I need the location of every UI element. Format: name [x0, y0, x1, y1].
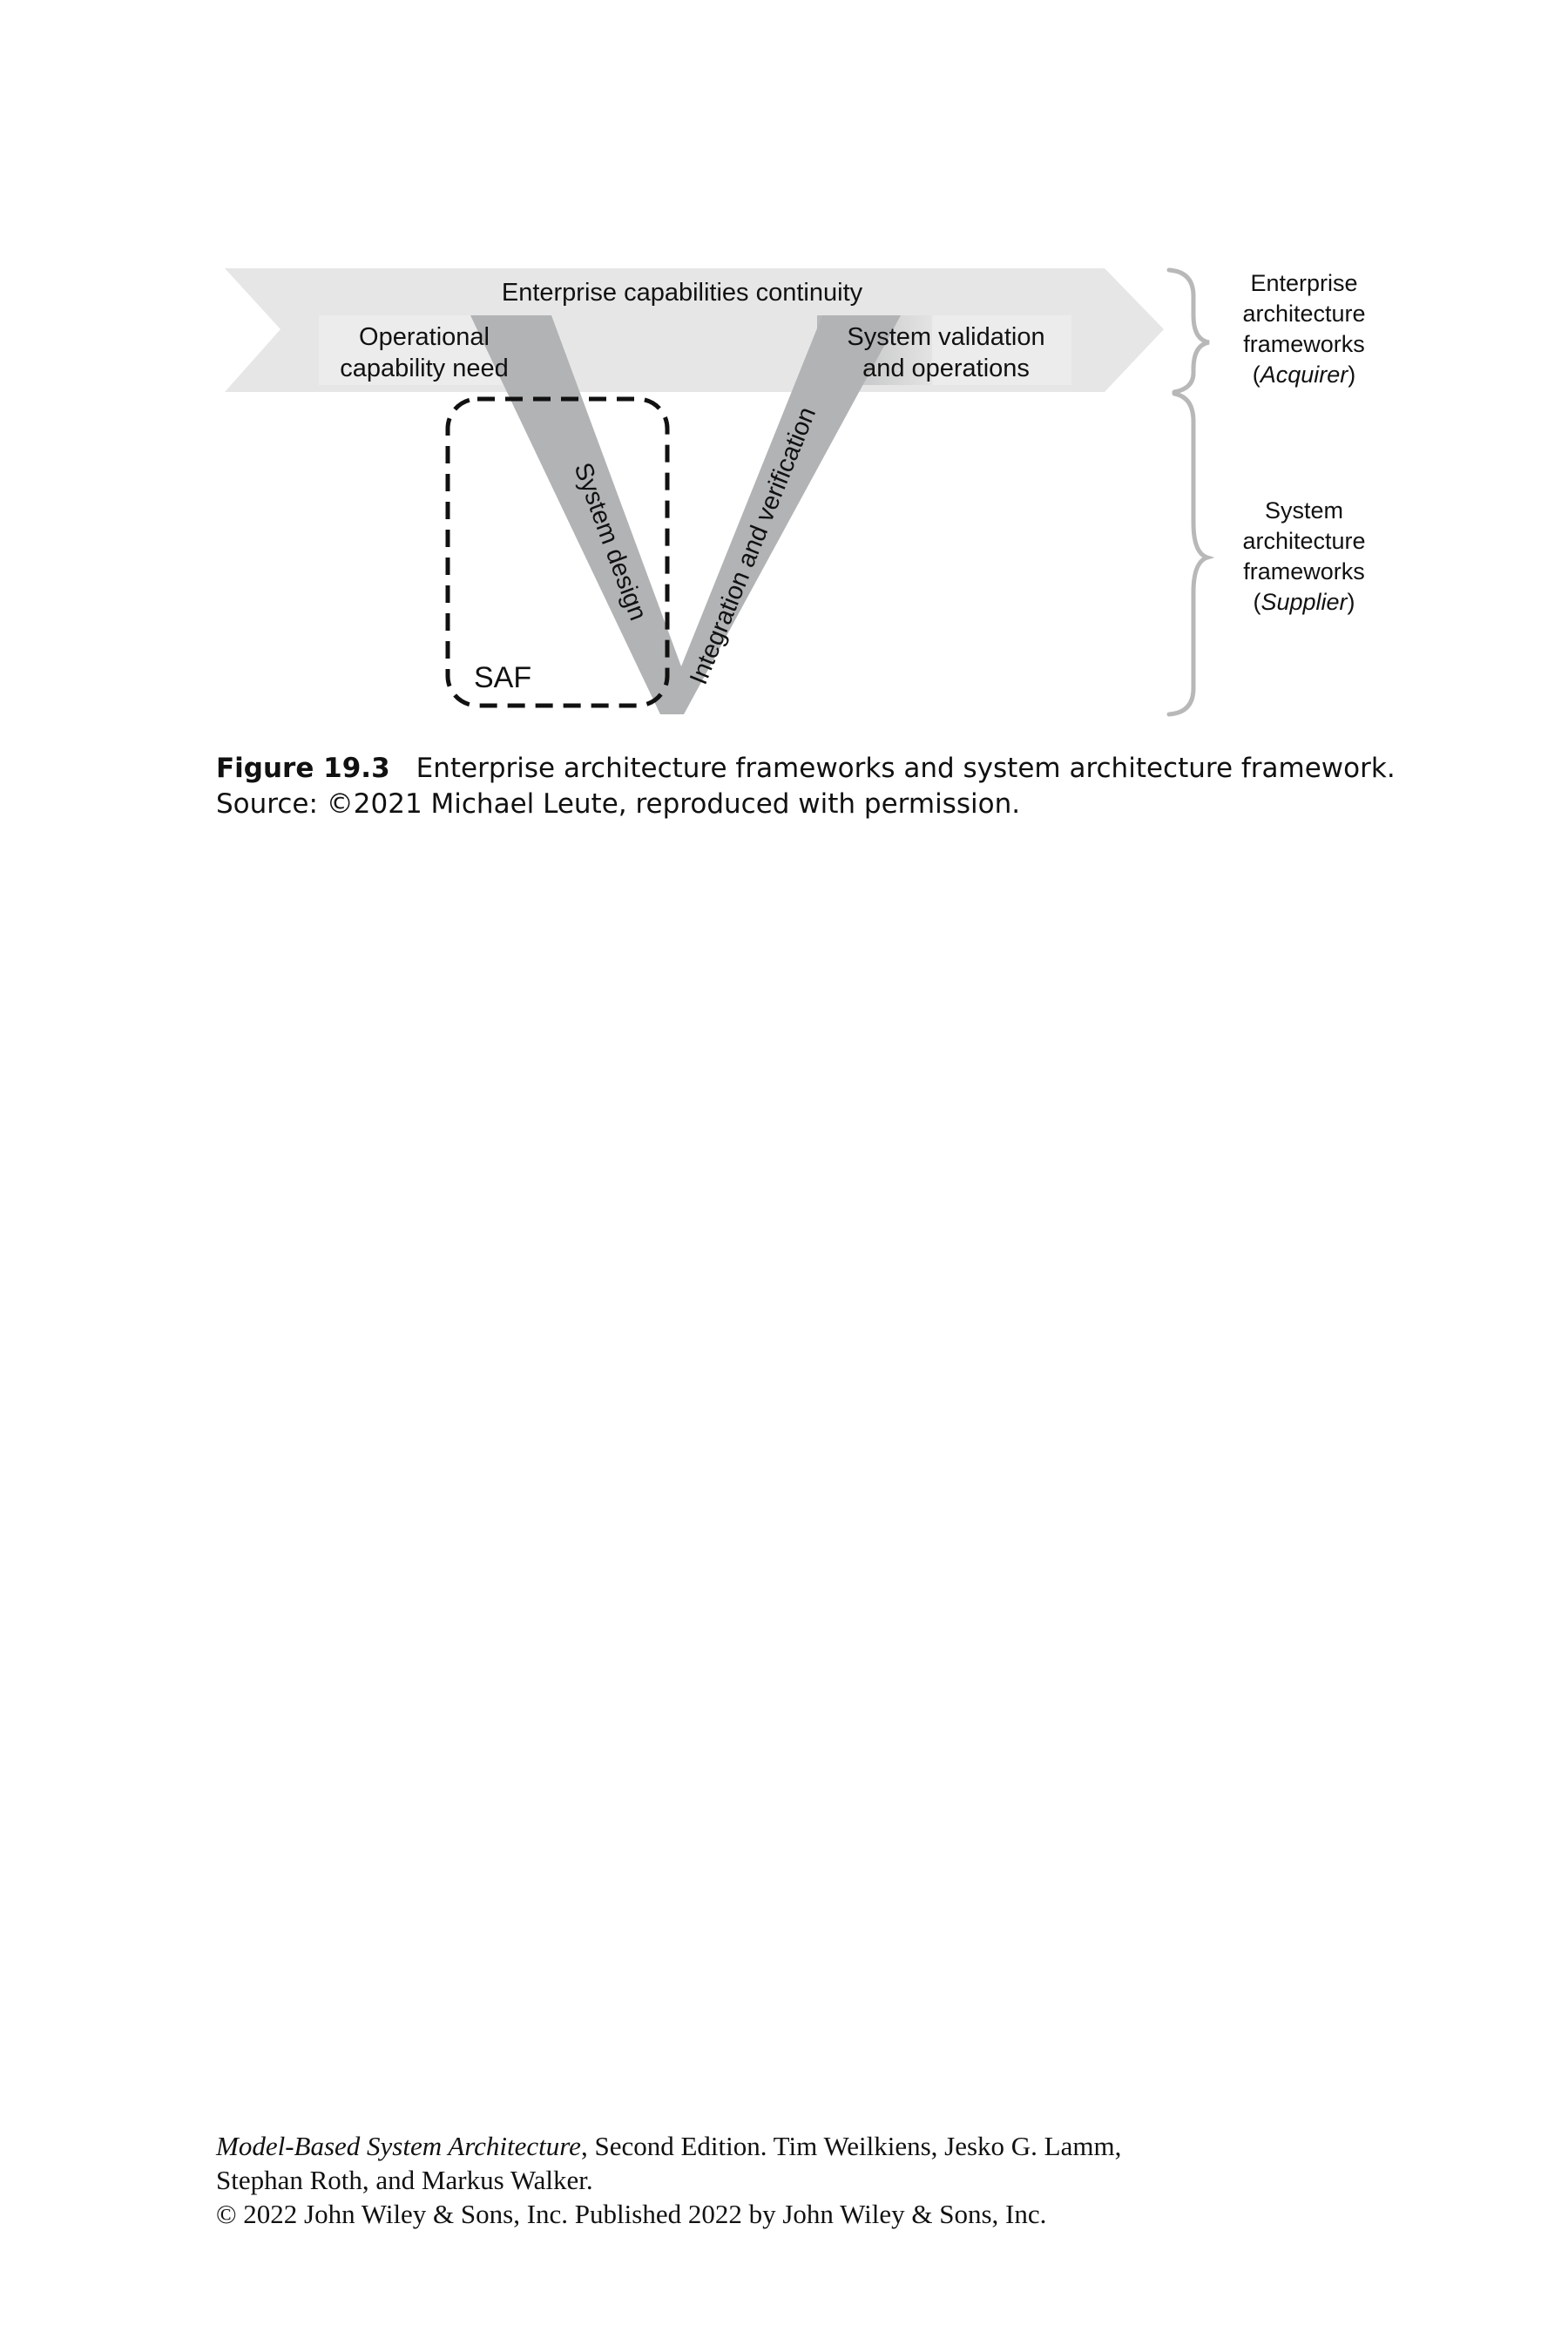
caption-line1: [216, 751, 1436, 787]
footer-line1: [216, 2129, 1348, 2163]
system-frameworks-line2: architecture: [1242, 528, 1366, 554]
upper-brace: [1169, 270, 1209, 392]
operational-capability-label-line1: Operational: [359, 323, 490, 351]
figure-caption: [216, 751, 1436, 822]
caption-text: Enterprise architecture frameworks and system architecture framework.: [416, 753, 1396, 784]
system-frameworks-line1: System: [1264, 497, 1344, 524]
book-footer: [216, 2129, 1348, 2231]
system-frameworks-line3: frameworks: [1243, 558, 1365, 585]
lower-brace: [1169, 394, 1207, 714]
system-validation-label-line2: and operations: [862, 355, 1030, 382]
edition-authors: , Second Edition. Tim Weilkiens, Jesko G. Lamm,: [580, 2131, 1122, 2161]
figure-number: Figure 19.3: [216, 753, 390, 784]
enterprise-frameworks-line3: frameworks: [1243, 331, 1365, 357]
enterprise-frameworks-line1: Enterprise: [1250, 270, 1358, 296]
figure-19-3-diagram: [0, 0, 1568, 784]
acquirer-label: (Acquirer): [1252, 362, 1356, 388]
footer-copyright: © 2022 John Wiley & Sons, Inc. Published 2022 by John Wiley & Sons, Inc.: [216, 2199, 1047, 2229]
saf-label: SAF: [474, 661, 532, 694]
system-validation-label-line1: System validation: [847, 323, 1045, 351]
supplier-label: (Supplier): [1253, 589, 1355, 615]
enterprise-continuity-label: Enterprise capabilities continuity: [501, 279, 863, 307]
enterprise-frameworks-line2: architecture: [1242, 301, 1366, 327]
book-title: Model-Based System Architecture: [216, 2131, 581, 2161]
caption-source: Source: ©2021 Michael Leute, reproduced with permission.: [216, 788, 1021, 820]
system-design-label: System design: [568, 459, 652, 625]
integration-verification-label: Integration and verification: [685, 402, 822, 689]
footer-line2: Stephan Roth, and Markus Walker.: [216, 2165, 593, 2195]
operational-capability-label-line2: capability need: [340, 355, 509, 382]
